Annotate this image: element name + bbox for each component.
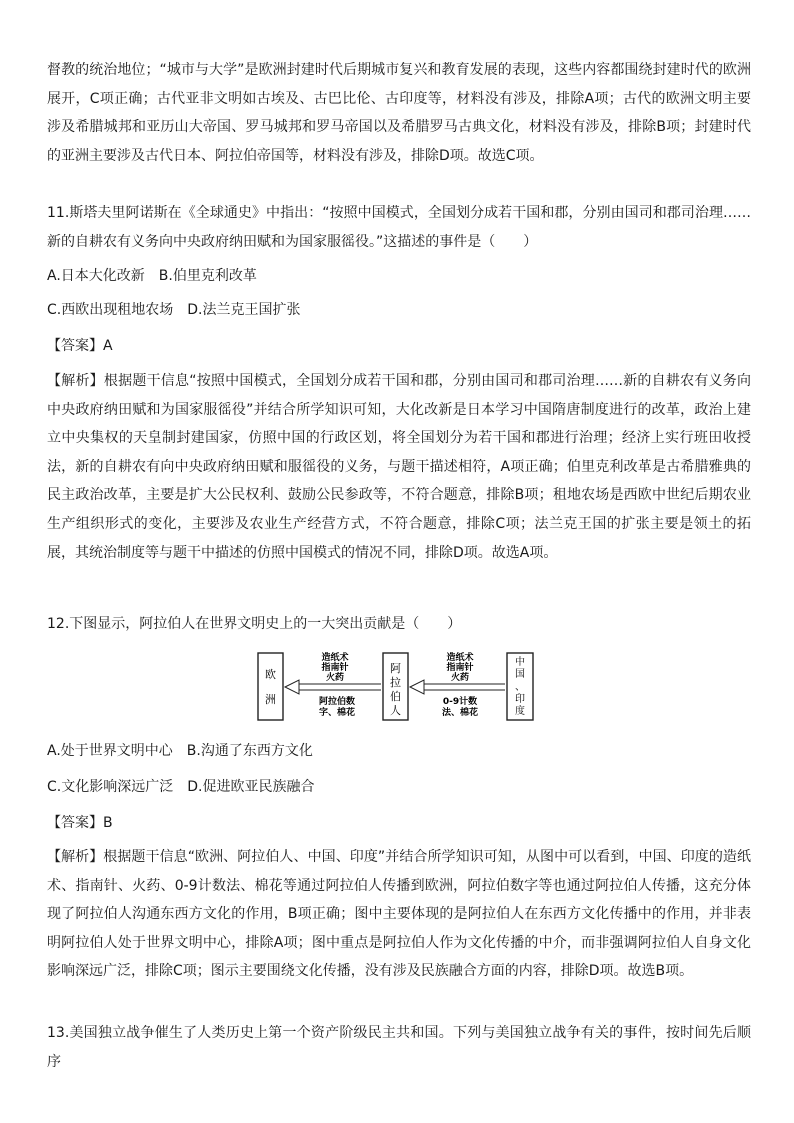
europe-label-1: 欧 (265, 668, 276, 681)
question-11-answer: 【答案】A (47, 338, 113, 354)
china-india-label-4: 印 (515, 694, 525, 705)
left-top-label-1: 造纸术 (321, 653, 349, 663)
question-12-options-cd: C.文化影响深远广泛 D.促进欧亚民族融合 (47, 779, 315, 795)
right-top-label-2: 指南针 (446, 663, 474, 673)
question-12-options-ab: A.处于世界文明中心 B.沟通了东西方文化 (47, 743, 313, 759)
question-11-options-ab: A.日本大化改新 B.伯里克利改革 (47, 268, 257, 284)
right-top-label-3: 火药 (450, 673, 470, 683)
culture-spread-diagram (257, 650, 535, 724)
culture-spread-svg (257, 650, 535, 724)
left-top-label-3: 火药 (325, 673, 345, 683)
arabs-label-3: 伯 (390, 690, 401, 703)
china-india-label-2: 国 (515, 669, 525, 680)
right-arrow-head (410, 680, 424, 694)
arabs-label-2: 拉 (390, 676, 401, 689)
question-11-analysis: 【解析】根据题干信息“按照中国模式，全国划分成若干国和郡，分别由国司和郡司治理……新的自耕农有义务向中央政府纳田赋和为国家服徭役”并结合所学知识可知，大化改新是日本学习中国隋唐制度进行的改革，政治上建立中央集权的天皇制封建国家，仿照中国的行政区划，将全国划分为若干国和郡进行治理；经济上实行班田收授法，新的自耕农有向中央政府纳田赋和服徭役的义务，与题干描述相符，A项正确；伯里克利改革是古希腊雅典的民主政治改革，主要是扩大公民权利、鼓励公民参政等，不符合题意，排除B项；租地农场是西欧中世纪后期农业生产组织形式的变化，主要涉及农业生产经营方式，不符合题意，排除C项；法兰克王国的扩张主要是领土的拓展，其统治制度等与题干中描述的仿照中国模式的情况不同，排除D项。故选A项。 (47, 373, 751, 561)
question-11-stem: 11.斯塔夫里阿诺斯在《全球通史》中指出：“按照中国模式，全国划分成若干国和郡，分别由国司和郡司治理……新的自耕农有义务向中央政府纳田赋和为国家服徭役。”这描述的事件是（ ） (47, 205, 751, 250)
left-arrow-head (285, 680, 299, 694)
europe-label-2: 洲 (265, 693, 276, 706)
question-12-stem: 12.下图显示，阿拉伯人在世界文明史上的一大突出贡献是（ ） (47, 616, 462, 632)
analysis-continuation: 督教的统治地位；“城市与大学”是欧洲封建时代后期城市复兴和教育发展的表现，这些内容都围绕封建时代的欧洲展开，C项正确；古代亚非文明如古埃及、古巴比伦、古印度等，材料没有涉及，排除A项；古代的欧洲文明主要涉及希腊城邦和亚历山大帝国、罗马城邦和罗马帝国以及希腊罗马古典文化，材料没有涉及，排除B项；封建时代的亚洲主要涉及古代日本、阿拉伯帝国等，材料没有涉及，排除D项。故选C项。 (47, 62, 751, 164)
arabs-label-4: 人 (390, 704, 401, 717)
question-13-stem: 13.美国独立战争催生了人类历史上第一个资产阶级民主共和国。下列与美国独立战争有关的事件，按时间先后顺序 (47, 1025, 751, 1070)
left-bottom-label-1: 阿拉伯数 (318, 697, 356, 707)
left-top-label-2: 指南针 (321, 663, 349, 673)
question-12-answer: 【答案】B (47, 815, 113, 831)
left-bottom-label-2: 字、棉花 (318, 708, 356, 718)
china-india-label-5: 度 (515, 706, 525, 717)
right-bottom-label-2: 法、棉花 (441, 708, 479, 718)
right-top-label-1: 造纸术 (446, 653, 474, 663)
china-india-label-3: 、 (515, 682, 525, 693)
question-11-options-cd: C.西欧出现租地农场 D.法兰克王国扩张 (47, 302, 301, 318)
arabs-label-1: 阿 (390, 662, 401, 675)
right-bottom-label-1: 0-9计数 (442, 697, 478, 707)
china-india-label-1: 中 (515, 657, 525, 668)
question-12-analysis: 【解析】根据题干信息“欧洲、阿拉伯人、中国、印度”并结合所学知识可知，从图中可以看到，中国、印度的造纸术、指南针、火药、0-9计数法、棉花等通过阿拉伯人传播到欧洲，阿拉伯数字等也通过阿拉伯人传播，这充分体现了阿拉伯人沟通东西方文化的作用，B项正确；图中主要体现的是阿拉伯人在东西方文化传播中的作用，并非表明阿拉伯人处于世界文明中心，排除A项；图中重点是阿拉伯人作为文化传播的中介，而非强调阿拉伯人自身文化影响深远广泛，排除C项；图示主要围绕文化传播，没有涉及民族融合方面的内容，排除D项。故选B项。 (47, 849, 751, 980)
europe-box (258, 653, 283, 720)
